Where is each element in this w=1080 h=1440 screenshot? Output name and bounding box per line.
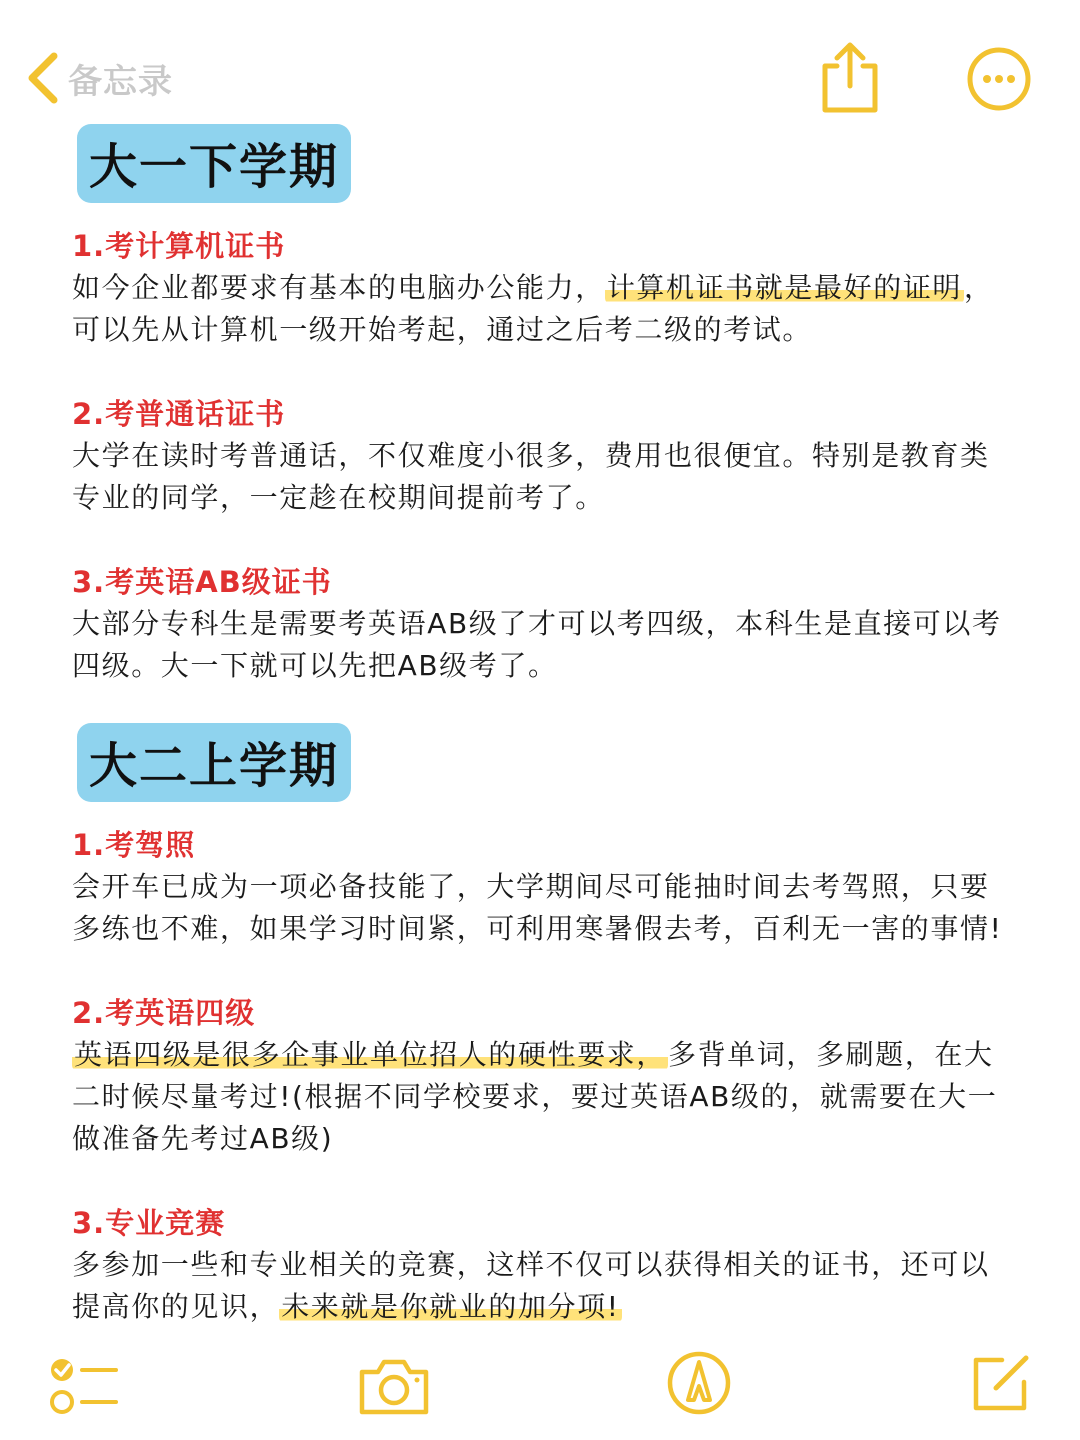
back-button[interactable] xyxy=(24,48,173,108)
highlighted-text: 计算机证书就是最好的证明 xyxy=(606,271,963,304)
item-title: 2.考普通话证书 xyxy=(72,397,286,431)
top-navigation-bar xyxy=(0,0,1080,120)
back-label: 备忘录 xyxy=(68,61,173,102)
item-title: 1.考计算机证书 xyxy=(72,229,286,263)
item-body: 大部分专科生是需要考英语AB级了才可以考四级，本科生是直接可以考四级。大一下就可以先把AB级考了。 xyxy=(72,607,1002,682)
compose-icon[interactable] xyxy=(968,1350,1032,1416)
list-item xyxy=(72,563,1012,687)
section-freshman-spring xyxy=(72,124,1012,687)
section-title: 大二上学期 xyxy=(77,723,351,802)
item-body xyxy=(72,1244,1012,1328)
item-title: 3.专业竞赛 xyxy=(72,1206,226,1240)
checklist-icon[interactable] xyxy=(48,1354,120,1418)
markup-pen-icon[interactable] xyxy=(666,1350,732,1416)
camera-icon[interactable] xyxy=(356,1354,432,1418)
highlighted-text: 未来就是你就业的加分项! xyxy=(281,1290,620,1323)
item-body xyxy=(72,267,1012,351)
highlighted-text: 英语四级是很多企事业单位招人的硬性要求， xyxy=(74,1038,667,1071)
note-content[interactable] xyxy=(72,124,1012,1328)
list-item xyxy=(72,227,1012,351)
body-text: 多背单词，多刷题，在大二时候尽量考过!(根据不同学校要求，要过英语AB级的，就需要在大一做准备先考过AB级) xyxy=(72,1038,998,1155)
item-title: 3.考英语AB级证书 xyxy=(72,565,332,599)
list-item xyxy=(72,994,1012,1160)
list-item xyxy=(72,395,1012,519)
body-text: ，可以先从计算机一级开始考起，通过之后考二级的考试。 xyxy=(72,271,994,346)
chevron-left-icon xyxy=(24,48,64,108)
section-sophomore-fall xyxy=(72,723,1012,1328)
more-options-icon[interactable] xyxy=(966,46,1032,112)
body-text: 如今企业都要求有基本的电脑办公能力， xyxy=(72,271,605,304)
share-icon[interactable] xyxy=(815,40,885,116)
bottom-toolbar xyxy=(0,1340,1080,1440)
list-item xyxy=(72,826,1012,950)
item-title: 1.考驾照 xyxy=(72,828,196,862)
item-body: 大学在读时考普通话，不仅难度小很多，费用也很便宜。特别是教育类专业的同学，一定趁在校期间提前考了。 xyxy=(72,439,990,514)
item-body: 会开车已成为一项必备技能了，大学期间尽可能抽时间去考驾照，只要多练也不难，如果学习时间紧，可利用寒暑假去考，百利无一害的事情! xyxy=(72,870,1003,945)
list-item xyxy=(72,1204,1012,1328)
body-text: 多参加一些和专业相关的竞赛，这样不仅可以获得相关的证书，还可以提高你的见识， xyxy=(72,1248,990,1323)
item-body xyxy=(72,1034,1012,1160)
section-title: 大一下学期 xyxy=(77,124,351,203)
item-title: 2.考英语四级 xyxy=(72,996,256,1030)
